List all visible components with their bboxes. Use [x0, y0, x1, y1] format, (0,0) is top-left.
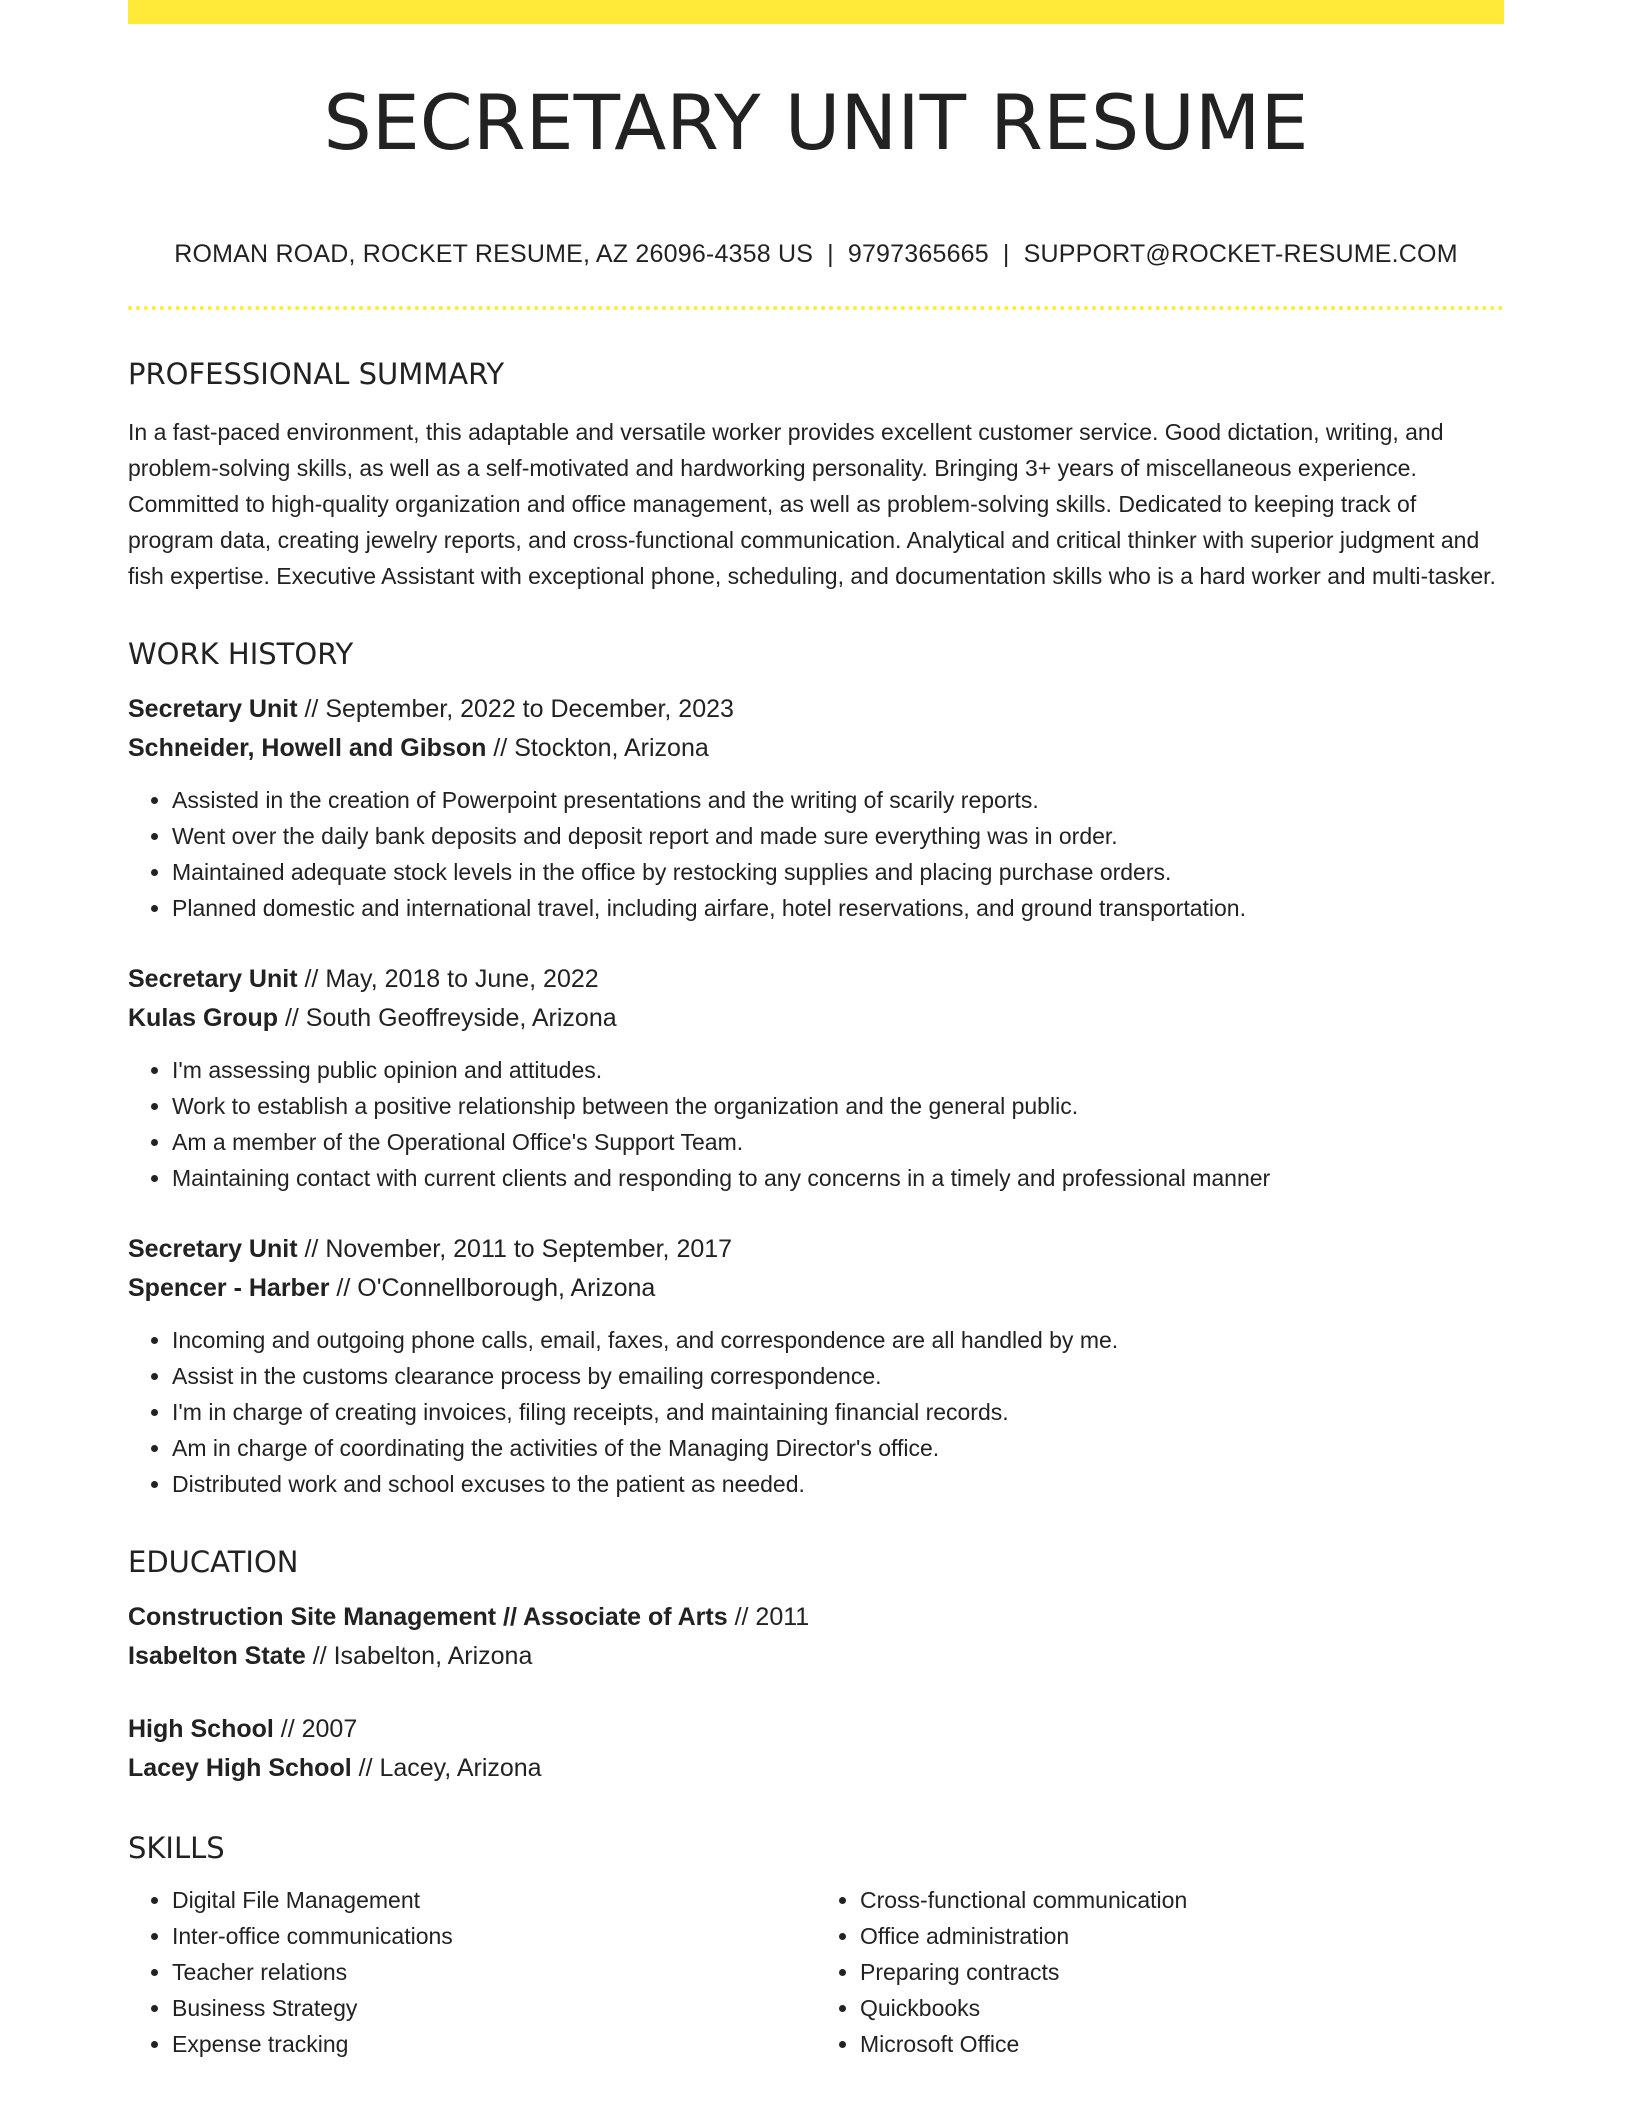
list-item: • Work to establish a positive relationship between the organization and the general public.	[172, 1088, 1504, 1124]
job-title-line	[128, 1230, 1504, 1269]
education-location: // Isabelton, Arizona	[305, 1642, 533, 1670]
section-heading-skills: SKILLS	[128, 1831, 225, 1865]
section-heading-work-history: WORK HISTORY	[128, 637, 354, 671]
list-item: • Am a member of the Operational Office's Support Team.	[172, 1124, 1504, 1160]
list-item: • Am in charge of coordinating the activities of the Managing Director's office.	[172, 1430, 1504, 1466]
job-company-line	[128, 1269, 1504, 1308]
job-company: Kulas Group	[128, 1004, 279, 1032]
list-item: • Planned domestic and international travel, including airfare, hotel reservations, and ground transportation.	[172, 890, 1504, 926]
job-dates: // May, 2018 to June, 2022	[297, 965, 599, 993]
job-location: // O'Connellborough, Arizona	[329, 1274, 656, 1302]
job-dates: // November, 2011 to September, 2017	[297, 1235, 733, 1263]
job-title-line	[128, 960, 1504, 999]
job-entry	[128, 960, 1504, 1196]
list-item: • Assist in the customs clearance process by emailing correspondence.	[172, 1358, 1504, 1394]
education-year: // 2011	[727, 1603, 810, 1631]
education-section	[128, 1542, 1504, 1788]
list-item: • Teacher relations	[172, 1954, 816, 1990]
job-company-line	[128, 999, 1504, 1038]
job-title: Secretary Unit	[128, 695, 298, 723]
job-company: Spencer - Harber	[128, 1274, 330, 1302]
list-item: • Business Strategy	[172, 1990, 816, 2026]
list-item: • Went over the daily bank deposits and deposit report and made sure everything was in order.	[172, 818, 1504, 854]
education-entry	[128, 1710, 1504, 1788]
skills-section	[128, 1828, 1504, 2062]
skills-columns	[128, 1882, 1504, 2062]
contact-separator: |	[1002, 240, 1010, 268]
job-duties-list	[128, 1052, 1504, 1196]
skills-list-left	[128, 1882, 816, 2062]
education-school: Lacey High School	[128, 1754, 352, 1782]
job-dates: // September, 2022 to December, 2023	[297, 695, 734, 723]
job-entry	[128, 690, 1504, 926]
education-school: Isabelton State	[128, 1642, 306, 1670]
job-duties-list	[128, 782, 1504, 926]
job-company-line	[128, 729, 1504, 768]
list-item: • Expense tracking	[172, 2026, 816, 2062]
contact-address: ROMAN ROAD, ROCKET RESUME, AZ 26096-4358 US	[174, 240, 814, 268]
list-item: • I'm in charge of creating invoices, filing receipts, and maintaining financial records.	[172, 1394, 1504, 1430]
section-heading-education: EDUCATION	[128, 1545, 299, 1579]
list-item: • Assisted in the creation of Powerpoint presentations and the writing of scarily reports.	[172, 782, 1504, 818]
job-title: Secretary Unit	[128, 1235, 298, 1263]
list-item: • Incoming and outgoing phone calls, email, faxes, and correspondence are all handled by me.	[172, 1322, 1504, 1358]
job-title-line	[128, 690, 1504, 729]
work-history-section	[128, 634, 1504, 1502]
top-accent-bar	[128, 0, 1504, 24]
resume-content	[128, 354, 1504, 2062]
list-item: • I'm assessing public opinion and attitudes.	[172, 1052, 1504, 1088]
list-item: • Distributed work and school excuses to the patient as needed.	[172, 1466, 1504, 1502]
list-item: • Cross-functional communication	[860, 1882, 1504, 1918]
education-degree-line	[128, 1598, 1504, 1637]
education-location: // Lacey, Arizona	[351, 1754, 542, 1782]
education-school-line	[128, 1749, 1504, 1788]
list-item: • Microsoft Office	[860, 2026, 1504, 2062]
section-heading-summary: PROFESSIONAL SUMMARY	[128, 357, 505, 391]
resume-title: SECRETARY UNIT RESUME	[323, 78, 1309, 167]
job-company: Schneider, Howell and Gibson	[128, 734, 487, 762]
education-degree-line	[128, 1710, 1504, 1749]
list-item: • Quickbooks	[860, 1990, 1504, 2026]
job-duties-list	[128, 1322, 1504, 1502]
skills-list-right	[816, 1882, 1504, 2062]
list-item: • Preparing contracts	[860, 1954, 1504, 1990]
list-item: • Office administration	[860, 1918, 1504, 1954]
education-school-line	[128, 1637, 1504, 1676]
education-year: // 2007	[273, 1715, 358, 1743]
job-location: // South Geoffreyside, Arizona	[278, 1004, 617, 1032]
contact-separator: |	[827, 240, 834, 268]
contact-line	[0, 240, 1632, 269]
list-item: • Maintaining contact with current clients and responding to any concerns in a timely and professional manner	[172, 1160, 1504, 1196]
contact-email: SUPPORT@ROCKET-RESUME.COM	[1023, 240, 1458, 268]
contact-phone: 9797365665	[847, 240, 989, 268]
list-item: • Maintained adequate stock levels in the office by restocking supplies and placing purchase orders.	[172, 854, 1504, 890]
job-location: // Stockton, Arizona	[486, 734, 709, 762]
dotted-divider	[128, 306, 1504, 310]
education-degree: High School	[128, 1715, 274, 1743]
job-title: Secretary Unit	[128, 965, 298, 993]
list-item: • Digital File Management	[172, 1882, 816, 1918]
summary-text: In a fast-paced environment, this adaptable and versatile worker provides excellent customer service. Good dictation, writing, and problem-solving skills, as well as a self-motivated and hardworking personality. Bringing 3+ years of miscellaneous experience. Committed to high-quality organization and office management, as well as problem-solving skills. Dedicated to keeping track of program data, creating jewelry reports, and cross-functional communication. Analytical and critical thinker with superior judgment and fish expertise. Executive Assistant with exceptional phone, scheduling, and documentation skills who is a hard worker and multi-tasker.	[128, 419, 1496, 589]
list-item: • Inter-office communications	[172, 1918, 816, 1954]
education-entry	[128, 1598, 1504, 1676]
education-degree: Construction Site Management // Associate of Arts	[128, 1603, 728, 1631]
summary-section	[128, 354, 1504, 594]
job-entry	[128, 1230, 1504, 1502]
